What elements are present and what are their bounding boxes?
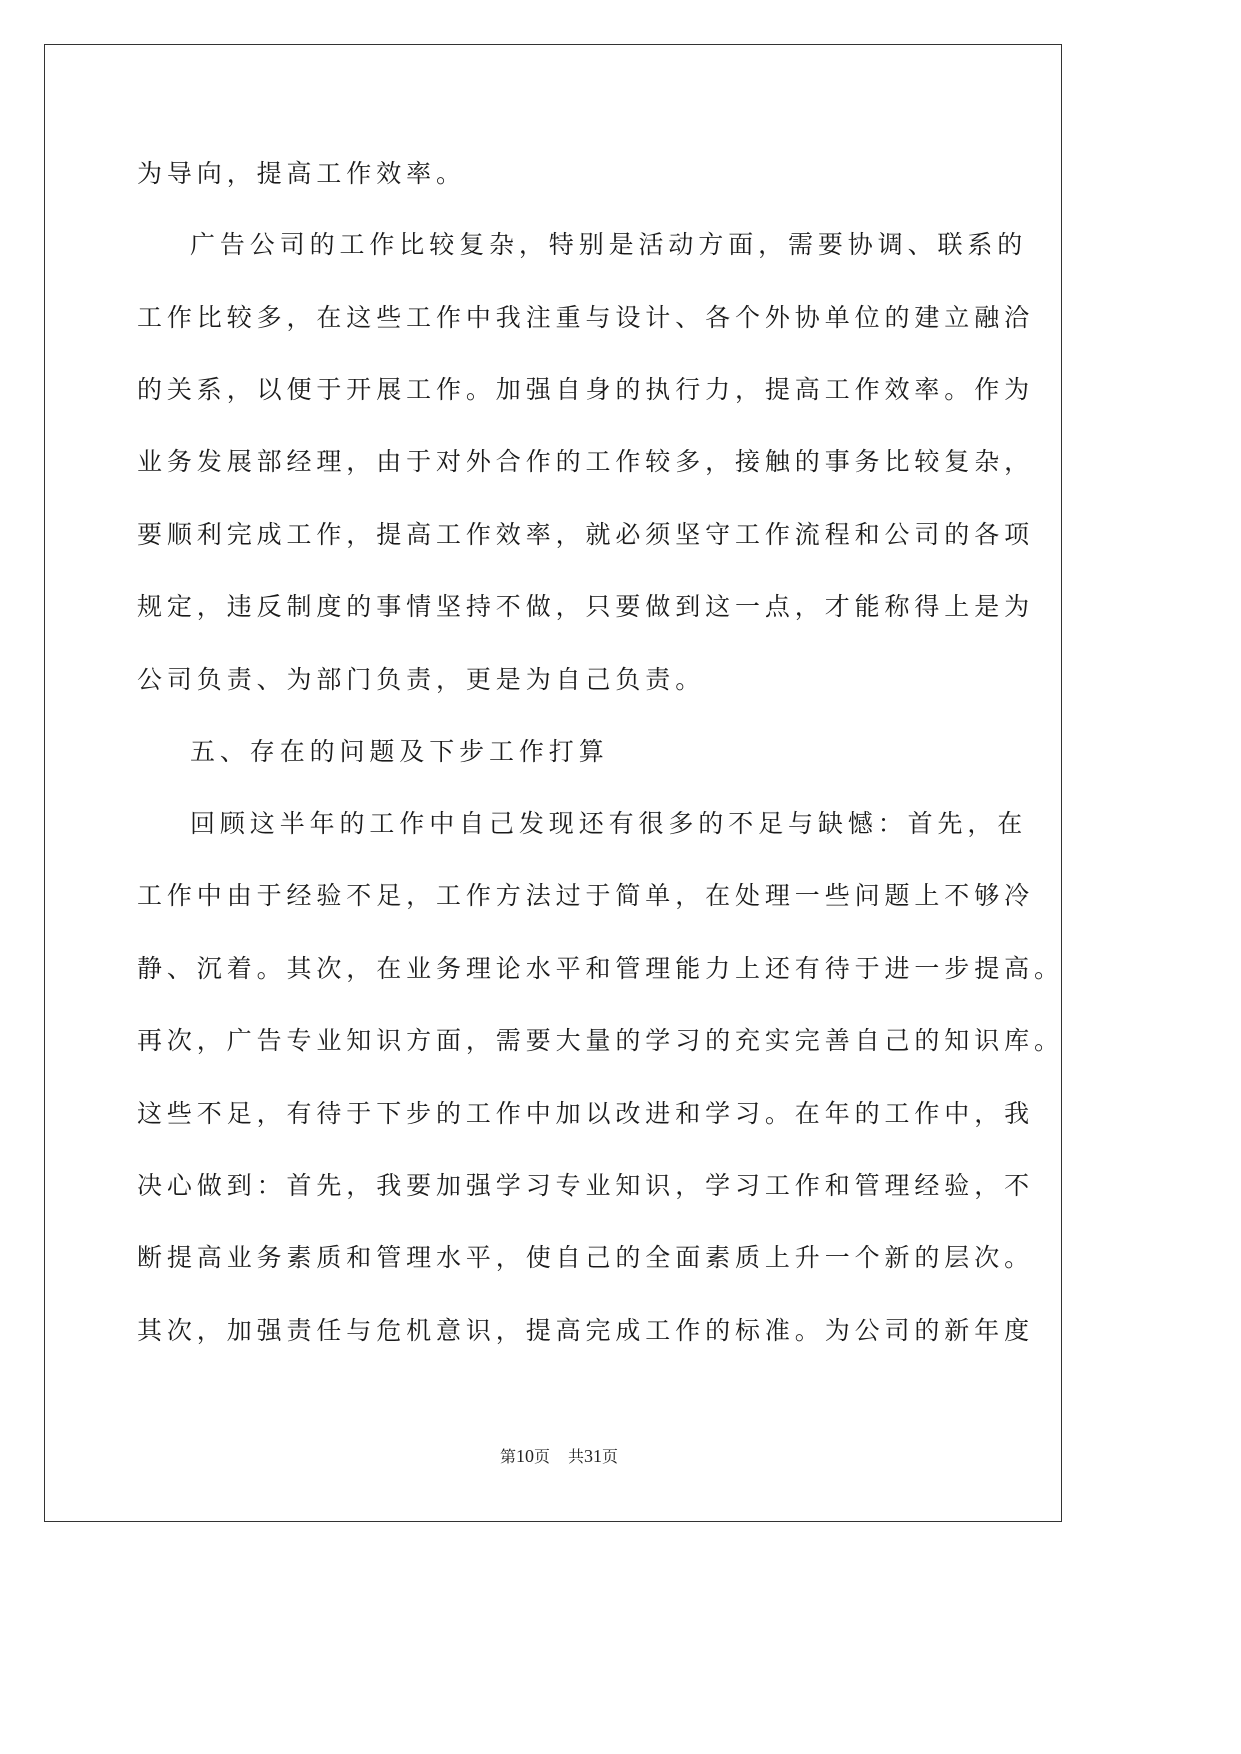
total-page-number: 31 bbox=[584, 1446, 603, 1466]
paragraph-line: 再次，广告专业知识方面，需要大量的学习的充实完善自己的知识库。 bbox=[137, 1026, 1064, 1055]
paragraph-line: 为导向，提高工作效率。 bbox=[137, 159, 466, 188]
total-prefix: 共 bbox=[568, 1447, 585, 1466]
paragraph-line: 广告公司的工作比较复杂，特别是活动方面，需要协调、联系的 bbox=[190, 230, 1028, 259]
paragraph-line: 工作比较多，在这些工作中我注重与设计、各个外协单位的建立融洽 bbox=[137, 303, 1035, 332]
paragraph-line: 决心做到：首先，我要加强学习专业知识，学习工作和管理经验，不 bbox=[137, 1171, 1035, 1200]
paragraph-line: 要顺利完成工作，提高工作效率，就必须坚守工作流程和公司的各项 bbox=[137, 520, 1035, 549]
paragraph-line: 公司负责、为部门负责，更是为自己负责。 bbox=[137, 665, 706, 694]
paragraph-line: 断提高业务素质和管理水平，使自己的全面素质上升一个新的层次。 bbox=[137, 1243, 1035, 1272]
page-prefix: 第 bbox=[499, 1447, 516, 1466]
page-footer bbox=[0, 1444, 1118, 1469]
page-suffix: 页 bbox=[533, 1447, 550, 1466]
paragraph-line: 回顾这半年的工作中自己发现还有很多的不足与缺憾：首先，在 bbox=[190, 809, 1028, 838]
section-heading: 五、存在的问题及下步工作打算 bbox=[190, 737, 609, 766]
paragraph-line: 其次，加强责任与危机意识，提高完成工作的标准。为公司的新年度 bbox=[137, 1316, 1035, 1345]
total-suffix: 页 bbox=[602, 1447, 619, 1466]
paragraph-line: 规定，违反制度的事情坚持不做，只要做到这一点，才能称得上是为 bbox=[137, 592, 1035, 621]
paragraph-line: 这些不足，有待于下步的工作中加以改进和学习。在年的工作中，我 bbox=[137, 1099, 1035, 1128]
current-page-number: 10 bbox=[515, 1446, 534, 1466]
paragraph-line: 的关系，以便于开展工作。加强自身的执行力，提高工作效率。作为 bbox=[137, 375, 1035, 404]
paragraph-line: 静、沉着。其次，在业务理论水平和管理能力上还有待于进一步提高。 bbox=[137, 954, 1064, 983]
page-border bbox=[44, 44, 1062, 1522]
paragraph-line: 工作中由于经验不足，工作方法过于简单，在处理一些问题上不够冷 bbox=[137, 881, 1035, 910]
paragraph-line: 业务发展部经理，由于对外合作的工作较多，接触的事务比较复杂， bbox=[137, 447, 1035, 476]
